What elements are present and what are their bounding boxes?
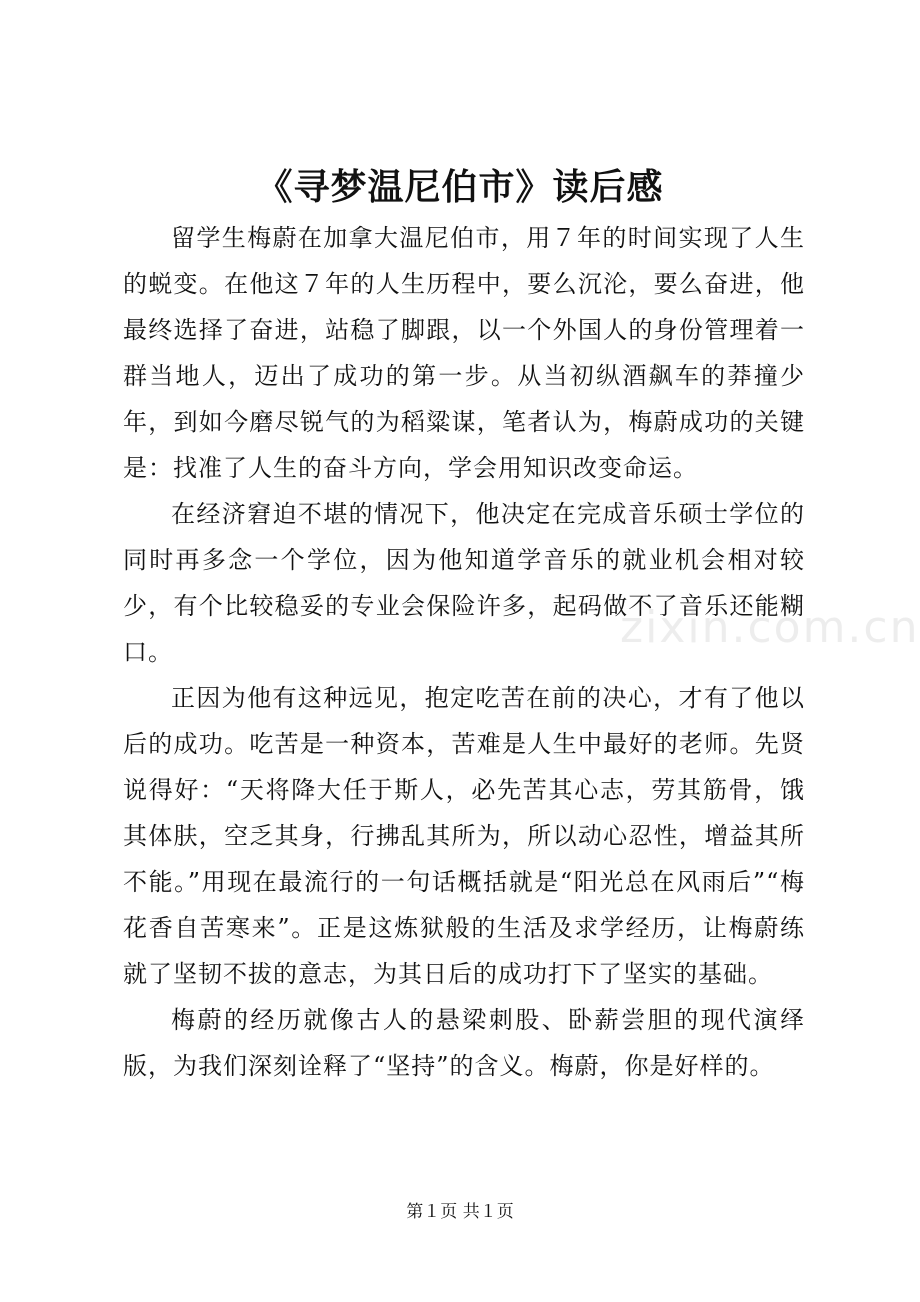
watermark-text: zixin.com.cn: [620, 602, 920, 653]
paragraph-3: 正因为他有这种远见，抱定吃苦在前的决心，才有了他以后的成功。吃苦是一种资本，苦难是人生中最好的老师。先贤说得好：“天将降大任于斯人，必先苦其心志，劳其筋骨，饿其体肤，空乏其身，行拂乱其所为，所以动心忍性，增益其所不能。”用现在最流行的一句话概括就是“阳光总在风雨后”“梅花香自苦寒来”。正是这炼狱般的生活及求学经历，让梅蔚练就了坚韧不拔的意志，为其日后的成功打下了坚实的基础。: [123, 684, 805, 988]
document-body: [123, 215, 805, 1089]
paragraph-4: 梅蔚的经历就像古人的悬梁刺股、卧薪尝胆的现代演绎版，为我们深刻诠释了“坚持”的含义。梅蔚，你是好样的。: [123, 1006, 805, 1080]
page-footer: 第１页 共１页: [406, 1202, 514, 1222]
paragraph-2: 在经济窘迫不堪的情况下，他决定在完成音乐硕士学位的同时再多念一个学位，因为他知道学音乐的就业机会相对较少，有个比较稳妥的专业会保险许多，起码做不了音乐还能糊口。: [123, 500, 805, 666]
paragraph-1: 留学生梅蔚在加拿大温尼伯市，用７年的时间实现了人生的蜕变。在他这７年的人生历程中，要么沉沦，要么奋进，他最终选择了奋进，站稳了脚跟，以一个外国人的身份管理着一群当地人，迈出了成功的第一步。从当初纵酒飙车的莽撞少年，到如今磨尽锐气的为稻粱谋，笔者认为，梅蔚成功的关键是：找准了人生的奋斗方向，学会用知识改变命运。: [123, 224, 805, 482]
document-title: 《寻梦温尼伯市》读后感: [256, 166, 664, 208]
